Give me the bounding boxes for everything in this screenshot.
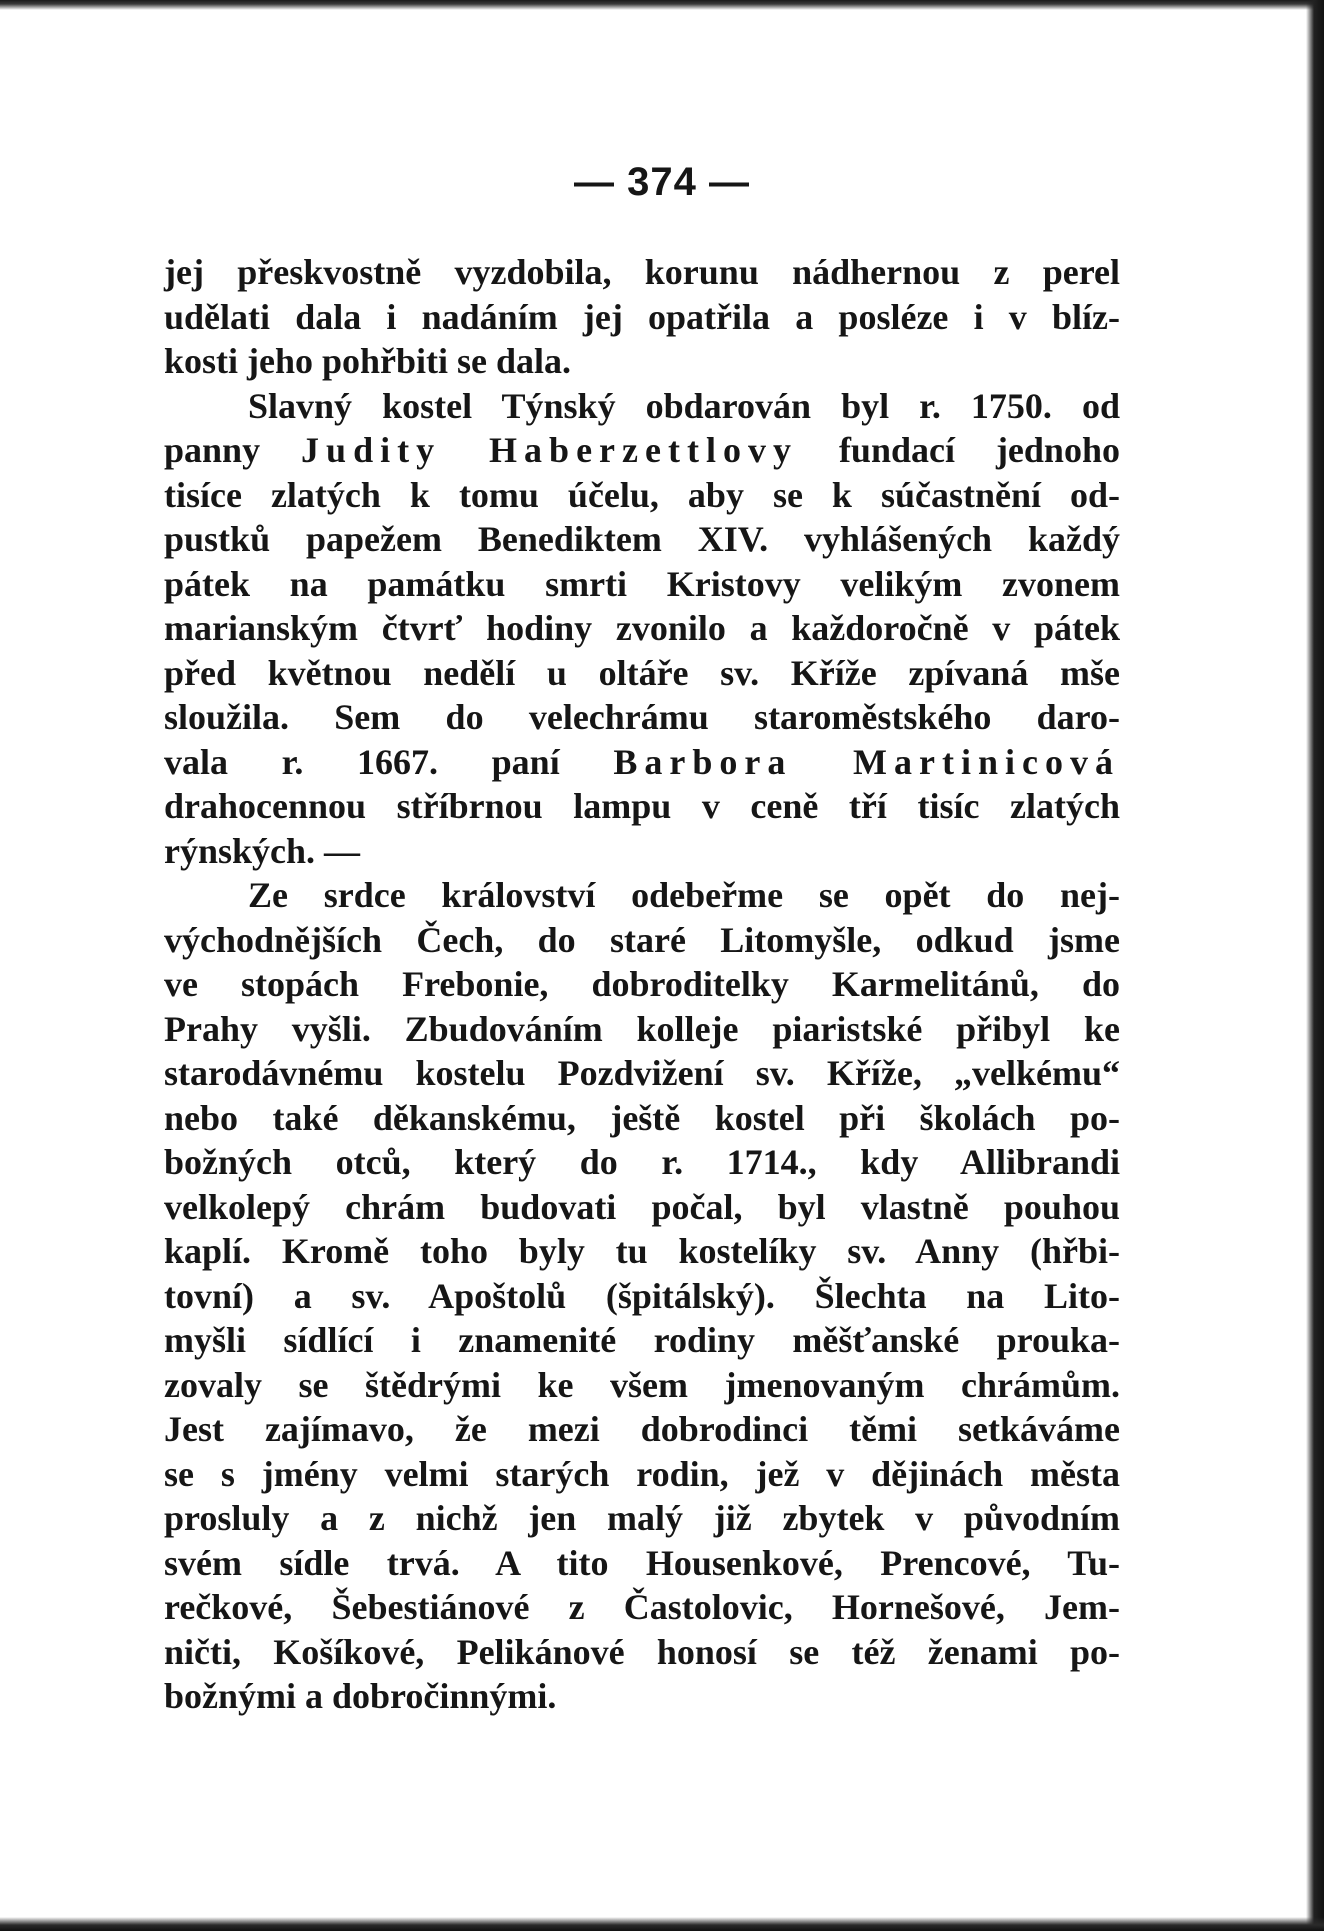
page-number: — 374 — — [574, 160, 750, 204]
text-line: svém sídle trvá. A tito Housenkové, Prencové, Tu- — [164, 1542, 1120, 1583]
text-line: sloužila. Sem do velechrámu staroměstského daro- — [164, 697, 1120, 737]
text-line: kaplí. Kromě toho byly tu kostelíky sv. Anny (hřbi- — [164, 1231, 1120, 1271]
text-line: ničti, Košíkové, Pelikánové honosí se též ženami po- — [164, 1631, 1120, 1672]
text-line: myšli sídlící i znamenité rodiny měšťanské prouka- — [164, 1320, 1120, 1360]
scan-edge-bottom — [0, 1917, 1324, 1931]
scan-edge-top — [0, 0, 1324, 10]
text-line: před květnou nedělí u oltáře sv. Kříže zpívaná mše — [164, 652, 1120, 693]
text-line: Ze srdce království odebeřme se opět do nej- — [248, 875, 1120, 915]
text-line: udělati dala i nadáním jej opatřila a posléze i v blíz- — [164, 296, 1120, 337]
text-line: Prahy vyšli. Zbudováním kolleje piaristské přibyl ke — [164, 1008, 1120, 1049]
text-line: Slavný kostel Týnský obdarován byl r. 1750. od — [248, 385, 1120, 426]
text-line: nebo také děkanskému, ještě kostel při školách po- — [164, 1097, 1120, 1138]
text-line: Jest zajímavo, že mezi dobrodinci těmi setkáváme — [164, 1409, 1120, 1449]
text-line: pustků papežem Benediktem XIV. vyhlášených každý — [164, 519, 1120, 559]
text-line: drahocennou stříbrnou lampu v ceně tří tisíc zlatých — [164, 786, 1120, 826]
spaced-name: Judity Haberzettlovy — [301, 430, 798, 470]
text-line: prosluly a z nichž jen malý již zbytek v původním — [164, 1498, 1120, 1538]
text-line: pátek na památku smrti Kristovy velikým zvonem — [164, 563, 1120, 604]
text-line: tovní) a sv. Apoštolů (špitálský). Šlechta na Lito- — [164, 1275, 1120, 1316]
text-line: rýnských. — — [164, 830, 361, 871]
text-line: rečkové, Šebestiánové z Častolovic, Hornešové, Jem- — [164, 1587, 1120, 1627]
text-line-with-spaced-name: panny Judity Haberzettlovy fundací jednoho — [164, 430, 1120, 470]
text-line: božnými a dobročinnými. — [164, 1676, 557, 1716]
text-line: jej přeskvostně vyzdobila, korunu nádhernou z perel — [164, 252, 1120, 292]
scan-edge-right — [1306, 0, 1324, 1931]
text-line: se s jmény velmi starých rodin, jež v dějinách města — [164, 1453, 1120, 1494]
text-line: ve stopách Frebonie, dobroditelky Karmelitánů, do — [164, 964, 1120, 1004]
text-line: velkolepý chrám budovati počal, byl vlastně pouhou — [164, 1186, 1120, 1227]
text-line: starodávnému kostelu Pozdvižení sv. Kříže, „velkému“ — [164, 1053, 1120, 1093]
spaced-name: Barbora Martinicová — [613, 741, 1120, 782]
text-line-with-spaced-name: vala r. 1667. paní Barbora Martinicová — [164, 741, 1120, 782]
text-line: tisíce zlatých k tomu účelu, aby se k súčastnění od- — [164, 474, 1120, 515]
body-text — [164, 250, 1120, 1719]
text-line: kosti jeho pohřbiti se dala. — [164, 341, 572, 381]
text-line: marianským čtvrť hodiny zvonilo a každoročně v pátek — [164, 608, 1120, 648]
text-line: východnějších Čech, do staré Litomyšle, odkud jsme — [164, 919, 1120, 960]
text-line: zovaly se štědrými ke všem jmenovaným chrámům. — [164, 1364, 1120, 1405]
text-line: božných otců, který do r. 1714., kdy Allibrandi — [164, 1142, 1120, 1182]
